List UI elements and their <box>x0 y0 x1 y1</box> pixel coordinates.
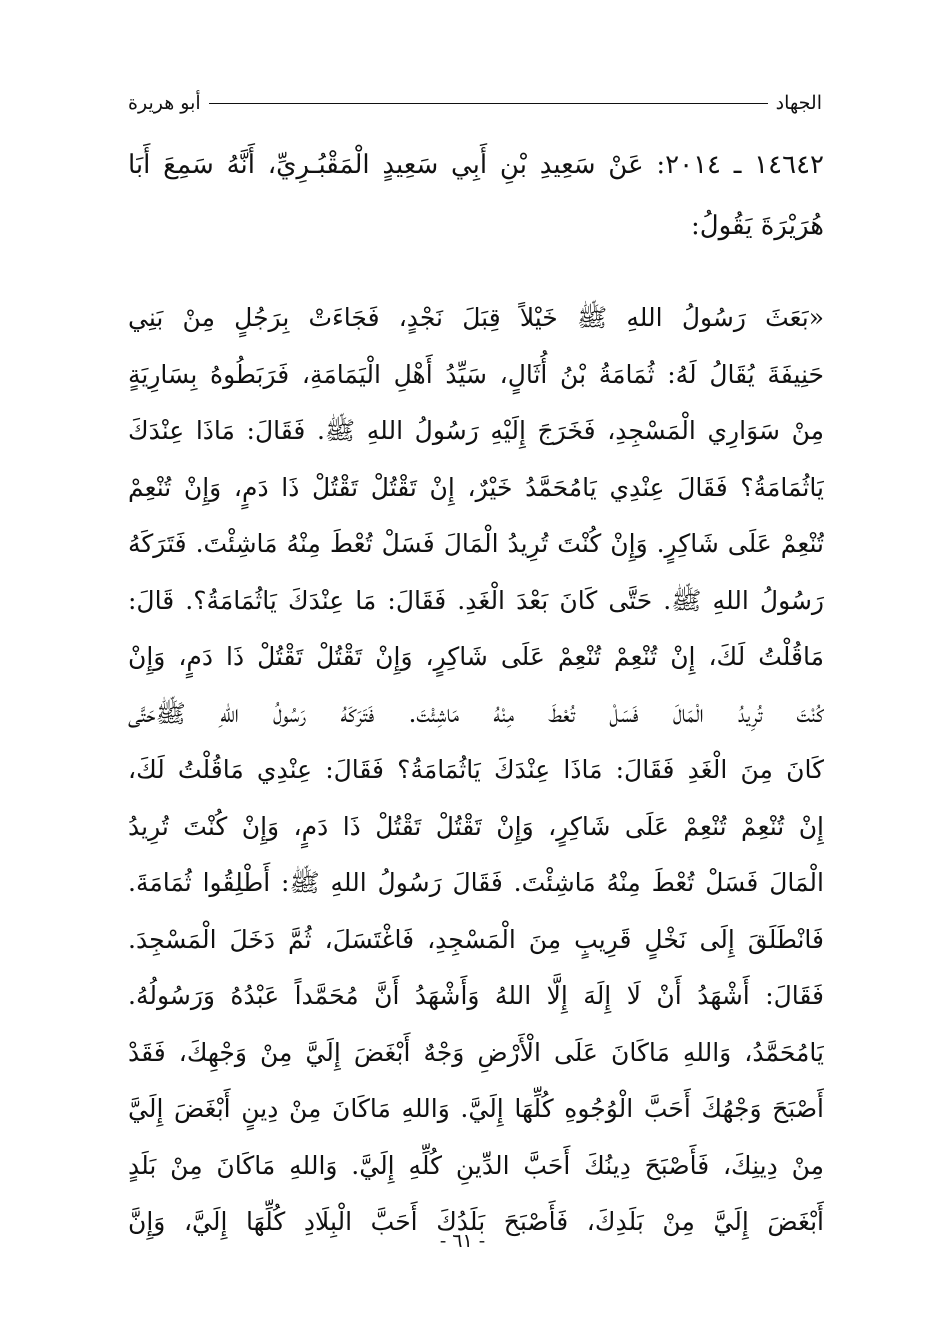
hadith-line: فَقَالَ: أَشْهَدُ أَنْ لَا إِلَهَ إِلَّا اللهُ وَأَشْهَدُ أَنَّ مُحَمَّداً عَبْدُهُ وَرَسُولُهُ. <box>128 981 824 1010</box>
hadith-line: الْمَالَ فَسَلْ تُعْطَ مِنْهُ مَاشِئْتَ. فَقَالَ رَسُولُ اللهِ ﷺ: أَطْلِقُوا ثُمَامَةَ. <box>128 868 824 897</box>
page-number: - ٦١ - <box>439 1230 486 1252</box>
hadith-line: رَسُولُ اللهِ ﷺ. حَتَّى كَانَ بَعْدَ الْغَدِ. فَقَالَ: مَا عِنْدَكَ يَاثُمَامَةُ؟. قَالَ: <box>128 585 824 615</box>
hadith-line: فَانْطَلَقَ إِلَى نَخْلٍ قَرِيبٍ مِنَ الْمَسْجِدِ، فَاغْتَسَلَ، ثُمَّ دَخَلَ الْمَسْجِدَ. <box>128 924 824 954</box>
hadith-line: يَامُحَمَّدُ، وَاللهِ مَاكَانَ عَلَى الْأَرْضِ وَجْهٌ أَبْغَضَ إِلَيَّ مِنْ وَجْهِكَ، فَقَدْ <box>128 1037 824 1067</box>
hadith-line: مَاقُلْتُ لَكَ، إِنْ تُنْعِمْ تُنْعِمْ عَلَى شَاكِرٍ، وَإِنْ تَقْتُلْ تَقْتُلْ ذَا دَمٍ، وَإِنْ <box>128 642 824 671</box>
hadith-line: تُنْعِمْ عَلَى شَاكِرٍ. وَإِنْ كُنْتَ تُرِيدُ الْمَالَ فَسَلْ تُعْطَ مِنْهُ مَاشِئْتَ. فَتَرَكَهُ <box>128 529 824 558</box>
running-header <box>128 86 822 120</box>
header-rule <box>209 103 768 104</box>
hadith-intro <box>128 135 824 257</box>
hadith-line: كَانَ مِنَ الْغَدِ فَقَالَ: مَاذَا عِنْدَكَ يَاثُمَامَةُ؟ فَقَالَ: عِنْدِي مَاقُلْتُ لَكَ، <box>128 755 824 784</box>
hadith-line: يَاثُمَامَةُ؟ فَقَالَ عِنْدِي يَامُحَمَّدُ خَيْرٌ، إِنْ تَقْتُلْ تَقْتُلْ ذَا دَمٍ، وَإِنْ تُنْعِمْ <box>128 472 824 502</box>
chapter-title: الجهاد <box>775 92 822 114</box>
isnad-text: ١٤٦٤٢ ـ ٢٠١٤: عَنْ سَعِيدِ بْنِ أَبِي سَعِيدٍ الْمَقْبُـرِيِّ، أَنَّهُ سَمِعَ أَبَا هُرَيْرَةَ يَقُولُ: <box>128 150 824 241</box>
hadith-line: إِنْ تُنْعِمْ تُنْعِمْ عَلَى شَاكِرٍ، وَإِنْ تَقْتُلْ تَقْتُلْ ذَا دَمٍ، وَإِنْ كُنْتَ تُرِيدُ <box>128 811 824 841</box>
hadith-line: حَنِيفَةَ يُقَالُ لَهُ: ثُمَامَةُ بْنُ أُثَالٍ، سَيِّدُ أَهْلِ الْيَمَامَةِ، فَرَبَطُوهُ بِسَارِيَةٍ <box>128 359 824 389</box>
hadith-line: «بَعَثَ رَسُولُ اللهِ ﷺ خَيْلاً قِبَلَ نَجْدٍ، فَجَاءَتْ بِرَجُلٍ مِنْ بَنِي <box>128 303 824 332</box>
hadith-line: أَبْغَضَ إِلَيَّ مِنْ بَلَدِكَ، فَأَصْبَحَ بَلَدُكَ أَحَبَّ الْبِلَادِ كُلِّهَا إِلَيَّ، وَإِنَّ <box>128 1207 824 1236</box>
hadith-body <box>128 290 824 1251</box>
narrator-title: أبو هريرة <box>128 92 201 114</box>
hadith-line: مِنْ دِينِكَ، فَأَصْبَحَ دِينُكَ أَحَبَّ الدِّينِ كُلِّهِ إِلَيَّ. وَاللهِ مَاكَانَ مِنْ بَلَدٍ <box>128 1150 824 1180</box>
hadith-line: كُنْتَ تُرِيدُ الْمَالَ فَسَلْ تُعْطَ مِنْهُ مَاشِئْتَ. فَتَرَكَهُ رَسُولُ اللهِ ﷺحَتَّى <box>128 698 824 728</box>
hadith-line: أَصْبَحَ وَجْهُكَ أَحَبَّ الْوُجُوهِ كُلِّهَا إِلَيَّ. وَاللهِ مَاكَانَ مِنْ دِينٍ أَبْغَضَ إِلَيَّ <box>128 1094 824 1123</box>
hadith-line: مِنْ سَوَارِي الْمَسْجِدِ، فَخَرَجَ إِلَيْهِ رَسُولُ اللهِ ﷺ. فَقَالَ: مَاذَا عِنْدَكَ <box>128 416 824 445</box>
